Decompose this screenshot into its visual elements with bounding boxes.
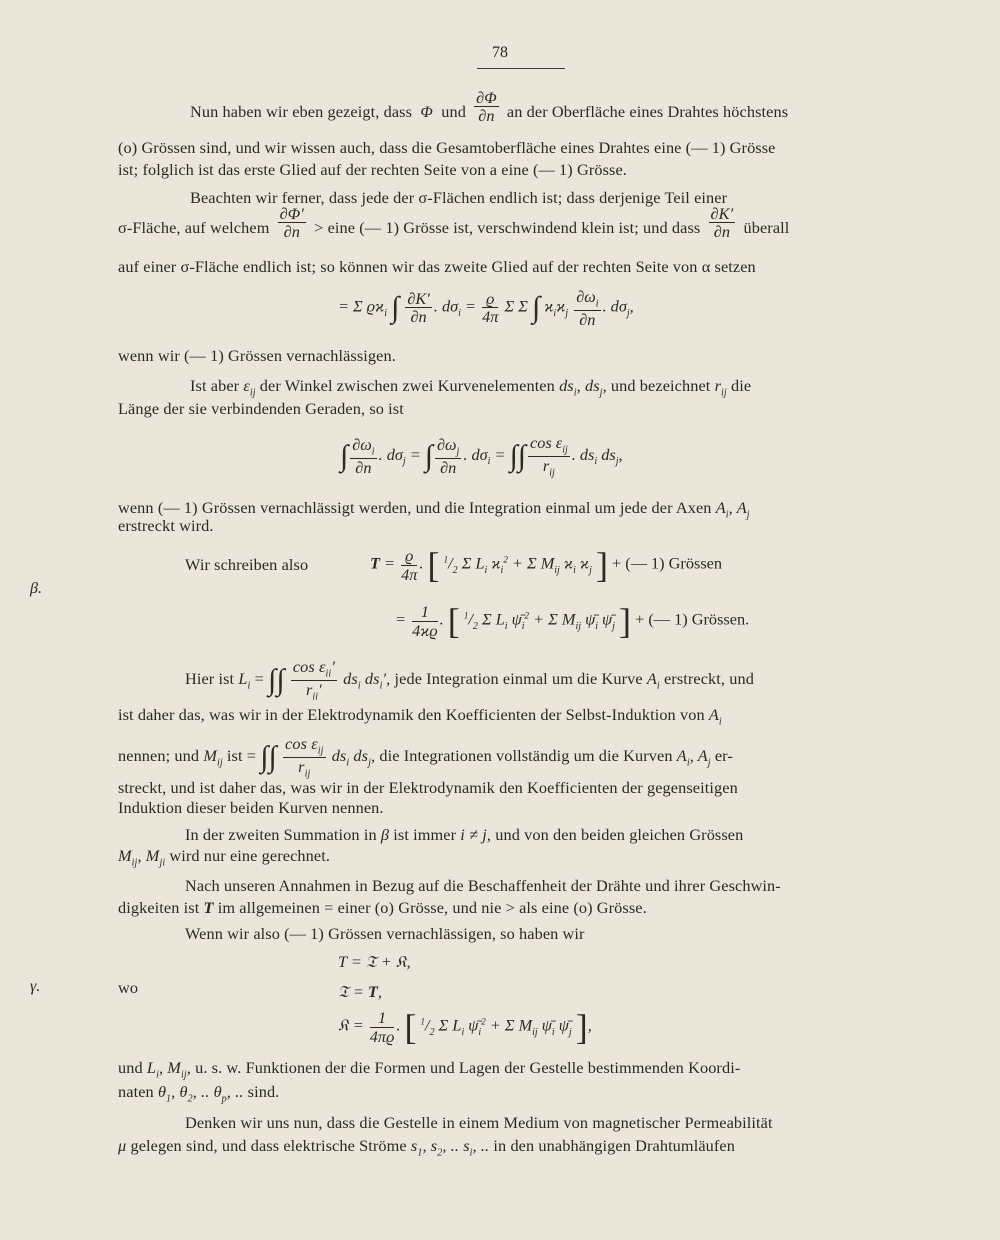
p2-line2: σ-Fläche, auf welchem $\frac{\partial\Phi'}{\partial n}$ > eine (— 1) Grösse ist, verschwindend klein ist; und dass $\frac{\partial K'}{\partial n}$ überall	[118, 203, 790, 241]
header-rule	[477, 68, 565, 69]
p2-line3: auf einer σ-Fläche endlich ist; so können wir das zweite Glied auf der rechten Seite von α setzen	[118, 257, 756, 276]
p8-line2: $M_{ij}$, $M_{ji}$ wird nur eine gerechnet.	[118, 846, 331, 869]
p9-line2: digkeiten ist T im allgemeinen = einer (o) Grösse, und nie > als eine (o) Grösse.	[118, 898, 647, 917]
p7-line2: ist daher das, was wir in der Elektrodynamik den Koefficienten der Selbst-Induktion von $A_i$	[118, 705, 722, 728]
formula-3a: T = $\frac{ϱ}{4\pi}$ . [ $^1/_2$ Σ $L_i$ $ϰ_i^2 + \Sigma$ $M_{ij}$ $ϰ_i$ $ϰ_j$ ] + (— 1) Grössen	[370, 545, 723, 585]
p4-line2: Länge der sie verbindenden Geraden, so ist	[118, 399, 404, 418]
formula-4a: T = 𝔗 + 𝔎,	[338, 952, 411, 971]
math-phi: Φ	[416, 102, 438, 121]
p3-line1: wenn wir (— 1) Grössen vernachlässigen.	[118, 346, 396, 365]
p5-line2: erstreckt wird.	[118, 516, 214, 535]
math-dk-dn: $\frac{\partial K'}{\partial n}$	[710, 203, 734, 241]
formula-1: = Σ $ϱϰ_i$ ∫ $\frac{\partial K'}{\partial n}$ . $d\sigma_i$ = $\frac{ϱ}{4\pi}$ Σ Σ ∫ $ϰ_iϰ_j$ $\frac{\partial\omega_i}{\partial n}$ . $d\sigma_j$,	[338, 287, 634, 329]
p7-line1: Hier ist $L_i$ = ∫∫ $\frac{\cos \varepsilon_{ii}'}{r_{ii}'}$ $ds_i$ $ds_i'$, jede Integration einmal um die Kurve $A_i$ erstreckt, und	[185, 657, 754, 702]
p12-line1: Denken wir uns nun, dass die Gestelle in einem Medium von magnetischer Permeabilität	[185, 1113, 773, 1132]
p11-line2: naten $\theta_1$, $\theta_2$, .. $\theta_p$, .. sind.	[118, 1082, 280, 1105]
p2-line1: Beachten wir ferner, dass jede der σ-Flächen endlich ist; dass derjenige Teil einer	[190, 188, 728, 207]
p1-line1: Nun haben wir eben gezeigt, dass Φ und $\frac{\partial\Phi}{\partial n}$ an der Oberfläche eines Drahtes höchstens	[190, 87, 789, 125]
p5-line1: wenn (— 1) Grössen vernachlässigt werden, und die Integration einmal um jede der Axen $A_i$, $A_j$	[118, 498, 750, 521]
p9-line1: Nach unseren Annahmen in Bezug auf die Beschaffenheit der Drähte und ihrer Geschwin-	[185, 876, 781, 895]
p7-line4: streckt, und ist daher das, was wir in der Elektrodynamik den Koefficienten der gegenseitigen	[118, 778, 738, 797]
p8-line1: In der zweiten Summation in β ist immer i ≠ j, und von den beiden gleichen Grössen	[185, 825, 744, 844]
math-dphi-dn: $\frac{\partial\Phi}{\partial n}$	[476, 87, 497, 125]
p10-wo: wo	[118, 978, 139, 997]
margin-label-gamma: γ.	[30, 978, 41, 995]
page-number: 78	[492, 44, 508, 61]
math-dphiprime-dn: $\frac{\partial\Phi'}{\partial n}$	[279, 203, 304, 241]
formula-4b: 𝔗 = T,	[338, 982, 382, 1001]
p12-line2: μ gelegen sind, und dass elektrische Ströme $s_1$, $s_2$, .. $s_i$, .. in den unabhängigen Drahtumläufen	[118, 1136, 735, 1159]
p7-line3: nennen; und $M_{ij}$ ist = ∫∫ $\frac{\cos \varepsilon_{ij}}{r_{ij}}$ $ds_i$ $ds_j$, die Integrationen vollständig um die Kurven $A_i$, $A_j$ er-	[118, 734, 733, 779]
p10-line1: Wenn wir also (— 1) Grössen vernachlässigen, so haben wir	[185, 924, 585, 943]
margin-label-beta: β.	[30, 580, 42, 597]
p6-lead: Wir schreiben also	[185, 555, 309, 574]
p4-line1: Ist aber $\varepsilon_{ij}$ der Winkel zwischen zwei Kurvenelementen $ds_i$, $ds_j$, und bezeichnet $r_{ij}$ die	[190, 376, 752, 399]
formula-2: ∫ $\frac{\partial\omega_i}{\partial n}$ . $d\sigma_j$ = ∫ $\frac{\partial\omega_j}{\partial n}$ . $d\sigma_i$ = ∫∫ $\frac{\cos \varepsilon_{ij}}{r_{ij}}$ . $ds_i$ $ds_j$,	[340, 433, 623, 478]
formula-4c: 𝔎 = $\frac{1}{4\pi ϱ}$ . [ $^1/_2$ Σ $L_i$ $\psī_i^2 + \Sigma$ $M_{ij}$ $\psī_i$ $\psī_j$ ],	[338, 1007, 592, 1047]
p7-line5: Induktion dieser beiden Kurven nennen.	[118, 798, 384, 817]
formula-3b: = $\frac{1}{4ϰϱ}$ . [ $^1/_2$ Σ $L_i$ $\psī_i^2 + \Sigma$ $M_{ij}$ $\psī_i$ $\psī_j$ ] + (— 1) Grössen.	[395, 601, 750, 641]
p1-line3: ist; folglich ist das erste Glied auf der rechten Seite von a eine (— 1) Grösse.	[118, 160, 627, 179]
p11-line1: und $L_i$, $M_{ij}$, u. s. w. Funktionen der die Formen und Lagen der Gestelle bestimmenden Koordi-	[118, 1058, 741, 1081]
p1-line2: (o) Grössen sind, und wir wissen auch, dass die Gesamtoberfläche eines Drahtes eine (— 1) Grösse	[118, 138, 776, 157]
